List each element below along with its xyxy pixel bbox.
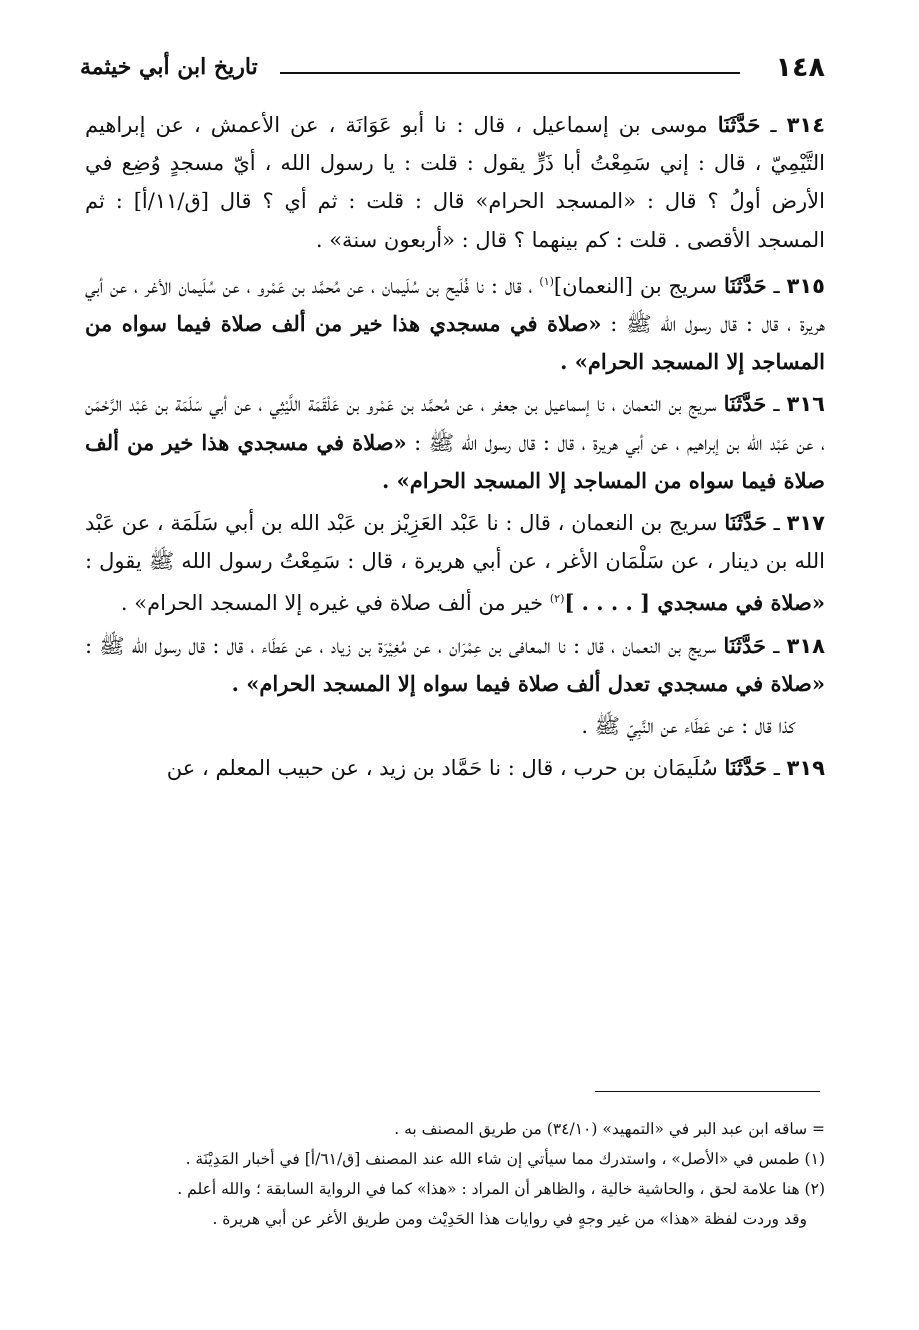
book-title: تاريخ ابن أبي خيثمة xyxy=(80,54,258,80)
footnote-2: (٢) هنا علامة لحق ، والحاشية خالية ، والظاهر أن المراد : «هذا» كما في الرواية السابقة ؛ والله أعلم . xyxy=(177,1180,825,1198)
hadith-text: سريج بن النعمان ، نا إسماعيل بن جعفر ، عن مُحمَّد بن عَمْرو بن عَلْقَمَة اللَّيْثِي ، عن أبي سَلَمَة بن عَبْد الرَّحْمَن ، عن عَبْد الله بن إبراهيم ، عن أبي هريرة ، قال : قال رسول الله ﷺ : xyxy=(85,392,825,455)
hadith-number: ٣١٤ xyxy=(786,113,826,137)
hadith-314: ٣١٤ ـ حَدَّثَنَا موسى بن إسماعيل ، قال : نا أبو عَوَانَة ، عن الأعمش ، عن إبراهيم التَّيْمِيّ ، قال : إني سَمِعْتُ أبا ذَرٍّ يقول : قلت : يا رسول الله ، أيّ مسجدٍ وُضِع في الأرض أولُ ؟ قال : «المسجد الحرام» قال : قلت : ثم أي ؟ قال [ق/١١/أ] : ثم المسجد الأقصى . قلت : كم بينهما ؟ قال : «أربعون سنة» . xyxy=(85,112,826,252)
hadith-intro: حَدَّثَنَا xyxy=(724,755,768,781)
hadith-number: ٣١٧ xyxy=(786,511,825,536)
header-rule xyxy=(280,72,740,74)
hadith-intro: حَدَّثَنَا xyxy=(723,632,767,658)
hadith-319: ٣١٩ ـ حَدَّثَنَا سُلَيمَان بن حرب ، قال : نا حَمَّاد بن زيد ، عن حبيب المعلم ، عن xyxy=(166,755,825,781)
hadith-318: ٣١٨ ـ حَدَّثَنَا سريج بن النعمان ، قال : نا المعافى بن عِمْرَان ، عن مُغِيْرَة بن زياد ، عن عَطَاء ، قال : قال رسول الله ﷺ : «صلاة في مسجدي تعدل ألف صلاة فيما سواه إلا المسجد الحرام» . xyxy=(85,632,825,696)
footnote-marker: (١) xyxy=(539,274,554,288)
footnote-continuation: = ساقه ابن عبد البر في «التمهيد» (٣٤/١٠) من طريق المصنف به . xyxy=(394,1120,825,1138)
hadith-number: ٣١٦ xyxy=(786,392,825,417)
hadith-intro: حَدَّثَنَا xyxy=(723,391,767,417)
hadith-text: سريج بن النعمان ، قال : نا المعافى بن عِمْرَان ، عن مُغِيْرَة بن زياد ، عن عَطَاء ، قال : قال رسول الله ﷺ : xyxy=(85,633,717,658)
hadith-number: ٣١٩ xyxy=(786,756,825,781)
footnote-marker: (٢) xyxy=(549,592,565,606)
footnote-2-continuation: وقد وردت لفظة «هذا» من غير وجهٍ في روايات هذا الحَدِيْث ومن طريق الأغر عن أبي هريرة . xyxy=(212,1210,807,1228)
hadith-text: سريج بن [النعمان] xyxy=(553,273,718,298)
page-number: ١٤٨ xyxy=(775,52,825,83)
hadith-text-continued: ، قال : نا فُلَيح بن سُلَيمان ، عن مُحمَّد بن عَمْرو ، عن سُلَيمان الأغر ، عن أبي هريرة ، قال : قال رسول الله ﷺ : xyxy=(85,273,825,337)
main-text xyxy=(85,106,825,791)
hadith-matn: «صلاة في مسجدي هذا خير من ألف صلاة فيما سواه من المساجد إلا المسجد الحرام» . xyxy=(85,311,825,375)
hadith-317: ٣١٧ ـ حَدَّثَنَا سريج بن النعمان ، قال : نا عَبْد العَزِيْز بن عَبْد الله بن أبي سَلَمَة ، عن عَبْد الله بن دينار ، عن سَلْمَان الأغر ، عن أبي هريرة ، قال : سَمِعْتُ رسول الله ﷺ يقول : «صلاة في مسجدي [ . . . . ]$^{(٢)}$ خير من ألف صلاة في غيره إلا المسجد الحرام» . xyxy=(85,510,825,616)
footnotes xyxy=(80,1114,825,1234)
hadith-number: ٣١٥ xyxy=(786,273,825,298)
footnote-1: (١) طمس في «الأصل» ، واستدرك مما سيأتي إن شاء الله عند المصنف [ق/٦١/أ] في أخبار المَدِيْنَة . xyxy=(185,1150,825,1168)
hadith-intro: حَدَّثَنَا xyxy=(724,272,767,298)
editor-note: كذا قال : عن عَطَاء عن النَّبِيّ ﷺ . xyxy=(581,714,795,739)
hadith-number: ٣١٨ xyxy=(786,633,825,658)
hadith-316: ٣١٦ ـ حَدَّثَنَا سريج بن النعمان ، نا إسماعيل بن جعفر ، عن مُحمَّد بن عَمْرو بن عَلْقَمَة اللَّيْثِي ، عن أبي سَلَمَة بن عَبْد الرَّحْمَن ، عن عَبْد الله بن إبراهيم ، عن أبي هريرة ، قال : قال رسول الله ﷺ : «صلاة في مسجدي هذا خير من ألف صلاة فيما سواه من المساجد إلا المسجد الحرام» . xyxy=(85,391,825,493)
hadith-text: سريج بن النعمان ، قال : نا عَبْد العَزِيْز بن عَبْد الله بن أبي سَلَمَة ، عن عَبْد الله بن دينار ، عن سَلْمَان الأغر ، عن أبي هريرة ، قال : سَمِعْتُ رسول الله ﷺ يقول : xyxy=(85,511,825,574)
hadith-intro: حَدَّثَنَا xyxy=(717,112,761,137)
hadith-matn: «صلاة في مسجدي هذا خير من ألف صلاة فيما سواه من المساجد إلا المسجد الحرام» . xyxy=(85,429,825,493)
hadith-matn: «صلاة في مسجدي [ . . . . ] xyxy=(564,590,825,616)
hadith-matn: «صلاة في مسجدي تعدل ألف صلاة فيما سواه إلا المسجد الحرام» . xyxy=(231,670,825,696)
running-header xyxy=(80,52,825,92)
hadith-text: سُلَيمَان بن حرب ، قال : نا حَمَّاد بن زيد ، عن حبيب المعلم ، عن xyxy=(166,756,718,781)
hadith-text-continued: خير من ألف صلاة في غيره إلا المسجد الحرام» . xyxy=(120,591,550,616)
hadith-intro: حَدَّثَنَا xyxy=(724,510,767,536)
hadith-text: موسى بن إسماعيل ، قال : نا أبو عَوَانَة ، عن الأعمش ، عن إبراهيم التَّيْمِيّ ، قال : إني سَمِعْتُ أبا ذَرٍّ يقول : قلت : يا رسول الله ، أيّ مسجدٍ وُضِع في الأرض أولُ ؟ قال : «المسجد الحرام» قال : قلت : ثم أي ؟ قال [ق/١١/أ] : ثم المسجد الأقصى . قلت : كم بينهما ؟ قال : «أربعون سنة» . xyxy=(85,113,825,252)
footnote-separator xyxy=(595,1091,820,1092)
hadith-315: ٣١٥ ـ حَدَّثَنَا سريج بن [النعمان]$^{(١)}$ ، قال : نا فُلَيح بن سُلَيمان ، عن مُحمَّد بن عَمْرو ، عن سُلَيمان الأغر ، عن أبي هريرة ، قال : قال رسول الله ﷺ : «صلاة في مسجدي هذا خير من ألف صلاة فيما سواه من المساجد إلا المسجد الحرام» . xyxy=(85,272,825,375)
